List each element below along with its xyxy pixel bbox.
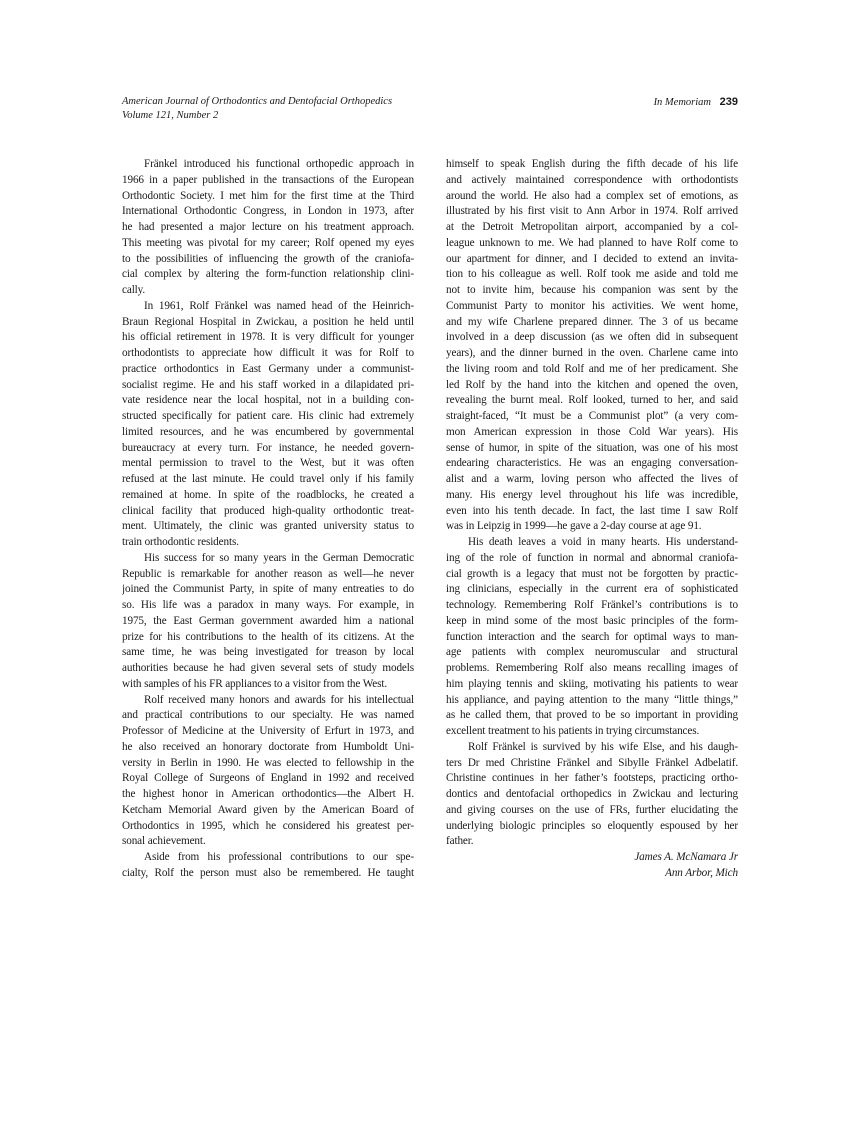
text-line: refused at the last minute. He could travel only if his family xyxy=(122,473,414,485)
text-line: mental permission to travel to the West, but it was often xyxy=(122,457,414,470)
text-line: orthodontists to appreciate how difficult it was for Rolf to xyxy=(122,347,414,359)
text-line: Republic is remarkable for another reason as well—he never xyxy=(122,567,414,580)
paragraph xyxy=(122,299,414,551)
text-line: function interaction and the search for optimal ways to man- xyxy=(446,630,738,643)
text-line: train orthodontic residents. xyxy=(122,536,239,548)
text-line: our apartment for dinner, and I decided to extend an invita- xyxy=(446,252,738,265)
text-line: ters Dr med Christine Fränkel and Sibylle Fränkel Adbelatif. xyxy=(446,756,738,769)
text-line: as he called them, that proved to be so important in providing xyxy=(446,709,738,722)
text-line: underlying biologic principles so eloquently espoused by her xyxy=(446,819,738,832)
text-line: problems. Remembering Rolf also means recalling images of xyxy=(446,662,738,674)
text-line: Communist Party to monitor his activities. We went home, xyxy=(446,299,738,312)
text-line: to the possibilities of influencing the growth of the craniofa- xyxy=(122,252,414,265)
text-line: straight-faced, “It must be a Communist plot” (a very com- xyxy=(446,410,738,422)
text-line: cial growth is a legacy that must not be forgotten by practic- xyxy=(446,567,738,580)
paragraph xyxy=(122,693,414,851)
text-line: himself to speak English during the fifth decade of his life xyxy=(446,158,738,170)
text-line: endearing characteristics. He was an engaging conversation- xyxy=(446,457,738,470)
text-line: ment. Ultimately, the clinic was granted university status to xyxy=(122,520,414,533)
text-line: technology. Remembering Rolf Fränkel’s contributions is to xyxy=(446,599,738,611)
text-line: and giving courses on the use of FRs, further elucidating the xyxy=(446,803,738,816)
text-line: Royal College of Surgeons of England in 1992 and received xyxy=(122,772,414,785)
text-line: tion to his colleague as well. Rolf took me aside and told me xyxy=(446,268,738,281)
text-line: Christine continues in her father’s footsteps, practicing ortho- xyxy=(446,772,738,785)
text-line: so. His life was a paradox in many ways. For example, in xyxy=(122,599,414,611)
text-line: his appliance, and paying attention to the many “little things,” xyxy=(446,693,738,706)
text-line: alist and a warm, loving person who affected the lives of xyxy=(446,473,738,485)
text-line: ing of the role of function in normal and abnormal craniofa- xyxy=(446,551,738,564)
text-line: structed specifically for patient care. His clinic had extremely xyxy=(122,410,414,422)
text-line: Professor of Medicine at the University of Erfurt in 1973, and xyxy=(122,725,414,737)
text-line: the living room and told Rolf and me of her predicament. She xyxy=(446,362,738,375)
text-line: age patients with complex neuromuscular and structural xyxy=(446,646,738,659)
signature-author: James A. McNamara Jr xyxy=(634,851,738,863)
volume-issue: Volume 121, Number 2 xyxy=(122,110,219,121)
text-line: His death leaves a void in many hearts. His understand- xyxy=(468,536,738,548)
page-number: 239 xyxy=(719,96,738,108)
text-line: and practical contributions to our specialty. He was named xyxy=(122,709,414,722)
text-line: excellent treatment to his patients in trying circumstances. xyxy=(446,725,700,737)
text-line: keep in mind some of the most basic principles of the form- xyxy=(446,614,738,627)
right-column xyxy=(446,157,738,882)
text-line: cial complex by altering the form-function relationship clini- xyxy=(122,268,414,281)
text-line: sense of humor, in spite of the situation, was one of his most xyxy=(446,441,738,454)
text-line: clinical facility that produced high-quality orthodontic treat- xyxy=(122,504,414,517)
text-line: with samples of his FR appliances to a visitor from the West. xyxy=(122,677,388,690)
text-line: Braun Regional Hospital in Zwickau, a position he held until xyxy=(122,315,414,328)
text-line: sonal achievement. xyxy=(122,835,206,848)
text-line: socialist regime. He and his staff worked in a dilapidated pri- xyxy=(122,378,414,391)
text-line: cialty, Rolf the person must also be remembered. He taught xyxy=(122,866,414,879)
text-line: Fränkel introduced his functional orthopedic approach in xyxy=(144,158,414,170)
paragraph xyxy=(446,740,738,850)
signature-location: Ann Arbor, Mich xyxy=(665,866,738,879)
text-line: 1966 in a paper published in the transactions of the European xyxy=(122,173,414,186)
text-line: In 1961, Rolf Fränkel was named head of the Heinrich- xyxy=(144,299,414,312)
text-line: at the Detroit Metropolitan airport, accompanied by a col- xyxy=(446,221,738,233)
paragraph xyxy=(122,850,414,882)
text-line: the highest honor in American orthodontics—the Albert H. xyxy=(122,788,414,800)
text-line: limited resources, and he was encumbered by governmental xyxy=(122,425,414,438)
left-column xyxy=(122,157,414,882)
text-line: prize for his contributions to the health of its citizens. At the xyxy=(122,630,414,643)
text-line: Orthodontic Society. I met him for the first time at the Third xyxy=(122,189,414,202)
text-line: not to invite him, because his companion was sent by the xyxy=(446,284,738,296)
text-line: Rolf Fränkel is survived by his wife Else, and his daugh- xyxy=(468,740,738,753)
text-line: mon American expression in those Cold War years). His xyxy=(446,425,738,438)
text-line: International Orthodontic Congress, in London in 1973, after xyxy=(122,205,414,218)
text-line: he also received an honorary doctorate from Humboldt Uni- xyxy=(122,740,414,753)
text-line: and actively maintained correspondence with orthodontists xyxy=(446,173,738,186)
text-line: bureaucracy at every turn. For instance, he needed govern- xyxy=(122,441,414,454)
text-line: dontics and dentofacial orthopedics in Zwickau and lecturing xyxy=(446,788,738,800)
right-column-body xyxy=(446,157,738,850)
text-line: many. His energy level throughout his life was incredible, xyxy=(446,488,738,501)
text-line: years), and the dinner burned in the oven. Charlene came into xyxy=(446,347,738,359)
text-line: practice orthodontics in East Germany under a communist- xyxy=(122,362,414,375)
text-line: and my wife Charlene prepared dinner. The 3 of us became xyxy=(446,315,738,328)
text-line: led Rolf by the hand into the kitchen and opened the oven, xyxy=(446,378,738,391)
text-line: Rolf received many honors and awards for his intellectual xyxy=(144,693,414,706)
text-line: joined the Communist Party, in spite of many entreaties to do xyxy=(122,583,414,596)
text-line: revealing the burnt meal. Rolf looked, turned to her, and said xyxy=(446,394,738,407)
text-line: even into his tenth decade. In fact, the last time I saw Rolf xyxy=(446,504,738,517)
paragraph xyxy=(446,157,738,535)
journal-title: American Journal of Orthodontics and Dentofacial Orthopedics xyxy=(122,96,393,107)
text-line: him playing tennis and skiing, motivating his patients to wear xyxy=(446,677,738,690)
text-line: around the world. He also had a complex set of emotions, as xyxy=(446,189,738,202)
text-line: ing clinicians, especially in the current era of sophisticated xyxy=(446,583,738,596)
text-line: authorities because he had given several sets of study models xyxy=(122,662,414,674)
text-line: His success for so many years in the German Democratic xyxy=(144,551,414,564)
running-header-left xyxy=(122,95,392,123)
text-line: 1975, the East German government awarded him a national xyxy=(122,614,414,627)
text-line: illustrated by his first visit to Ann Arbor in 1974. Rolf arrived xyxy=(446,205,738,218)
running-header-right xyxy=(654,95,738,110)
paragraph xyxy=(446,535,738,740)
text-line: he had presented a major lecture on his treatment approach. xyxy=(122,221,414,233)
text-line: Orthodontics in 1995, which he considered his greatest per- xyxy=(122,819,414,832)
text-line: Ketcham Memorial Award given by the American Board of xyxy=(122,803,414,816)
paragraph xyxy=(122,157,414,299)
paragraph xyxy=(122,551,414,693)
text-line: cally. xyxy=(122,284,146,296)
text-line: father. xyxy=(446,835,474,848)
text-line: vate residence near the local hospital, not in a building con- xyxy=(122,394,414,407)
text-line: Aside from his professional contributions to our spe- xyxy=(144,851,414,863)
text-line: same time, he was being investigated for treason by local xyxy=(122,646,414,659)
text-line: was in Leipzig in 1999—he gave a 2-day course at age 91. xyxy=(446,520,702,533)
text-line: involved in a deep discussion (as we often did in subsequent xyxy=(446,331,738,344)
text-line: versity in Berlin in 1990. He was elected to fellowship in the xyxy=(122,756,414,769)
text-line: This meeting was pivotal for my career; Rolf opened my eyes xyxy=(122,236,414,249)
text-line: his official retirement in 1978. It is very difficult for younger xyxy=(122,331,414,344)
text-line: remained at home. In spite of the roadblocks, he created a xyxy=(122,488,414,501)
section-title: In Memoriam xyxy=(653,97,712,108)
text-line: league unknown to me. We had planned to have Rolf come to xyxy=(446,236,738,249)
